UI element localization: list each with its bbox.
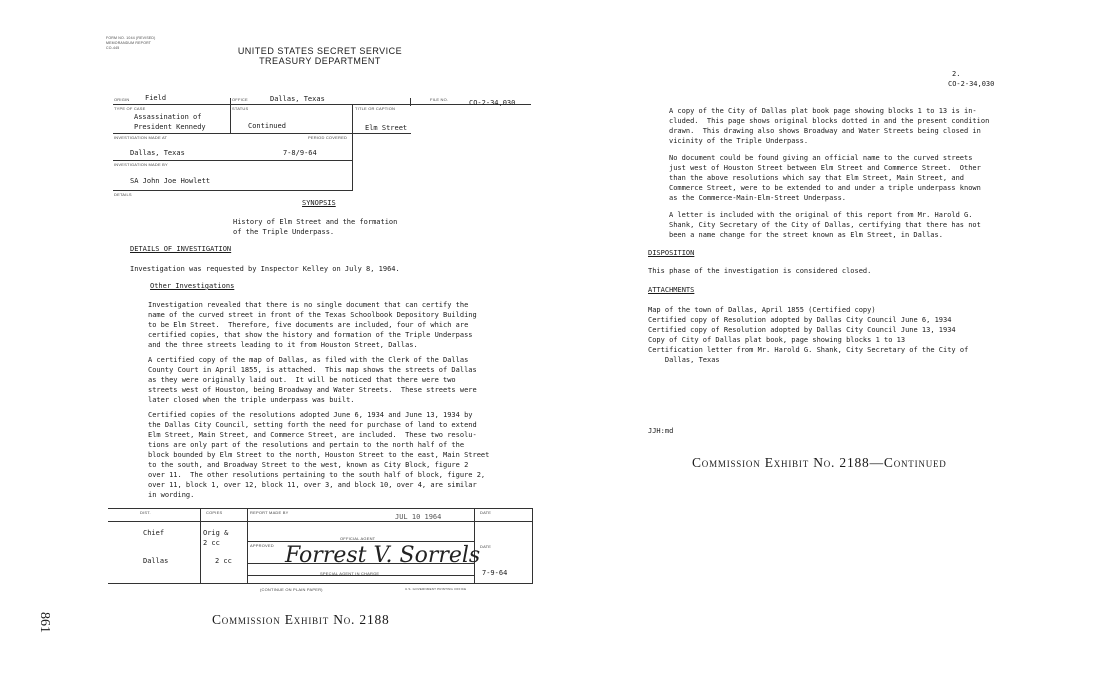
case-label: TYPE OF CASE [114,106,146,111]
details-label: DETAILS [114,192,132,197]
report-made-by-label: REPORT MADE BY [250,510,289,515]
status-value: Continued [248,122,286,130]
row1-dist: Chief [143,529,165,537]
title-value: Elm Street [365,124,408,132]
made-by-value: SA John Joe Howlett [130,177,211,185]
disposition-text: This phase of the investigation is considered closed. [648,267,872,275]
date-label-2: DATE [480,544,492,549]
right-file-no: CO-2-34,030 [948,80,995,88]
details-heading: DETAILS OF INVESTIGATION [130,245,232,253]
right-paragraph-1: A copy of the City of Dallas plat book page showing blocks 1 to 13 is in- cluded. This page shows original blocks dotted in and the present condition drawn. This drawing also shows Broadway and Water Streets being closed in vicinity of the Triple Underpass. [669,107,990,145]
period-label: PERIOD COVERED [308,135,348,140]
made-at-label: INVESTIGATION MADE AT [114,135,168,140]
received-stamp: JUL 10 1964 [395,513,442,521]
approval-signature: Forrest V. Sorrels [285,543,481,568]
dist-label: DIST. [140,510,151,515]
agency-line-2: TREASURY DEPARTMENT [259,56,381,66]
origin-label: ORIGIN [114,97,130,102]
left-paragraph-2: A certified copy of the map of Dallas, as filed with the Clerk of the Dallas County Court in April 1855, is attached. This map shows the streets of Dallas as they were originally laid out. It will be noticed that there were two streets west of Houston, being Broadway and Water Streets. These streets were later closed when the triple underpass was built. [148,356,477,404]
other-investigations-heading: Other Investigations [150,282,235,290]
sac-label: SPECIAL AGENT IN CHARGE [320,571,380,576]
date-value: 7-9-64 [482,569,508,577]
synopsis-text: History of Elm Street and the formation of the Triple Underpass. [233,218,398,236]
agency-line-1: UNITED STATES SECRET SERVICE [237,46,403,56]
right-page-no: 2. [952,70,961,78]
status-label: STATUS [232,106,249,111]
disposition-heading: DISPOSITION [648,249,695,257]
form-code: FORM NO. 1044 (REVISED) MEMORANDUM REPORT CO-445 [106,36,156,50]
file-value: CO-2-34,030 [469,99,516,107]
copies-label: COPIES [206,510,223,515]
right-paragraph-2: No document could be found giving an official name to the curved streets just west of Houston Street between Elm Street and Commerce Street. Other than the above resolutions which say that Elm Street, Main Street, and Commerce Street, were to be extended to and under a triple underpass known as the Commerce-Main-Elm-Street Underpass. [669,154,981,202]
official-agent-label: OFFICIAL AGENT [340,536,376,541]
typist-initials: JJH:md [648,427,674,435]
left-exhibit-caption: Commission Exhibit No. 2188 [212,612,390,627]
gpo-note: U.S. GOVERNMENT PRINTING OFFICE [405,587,467,591]
page-number: 861 [37,612,52,633]
synopsis-heading: SYNOPSIS [302,199,336,207]
period-value: 7-8/9-64 [283,149,317,157]
continue-note: (CONTINUE ON PLAIN PAPER) [260,587,323,592]
attachments-list: Map of the town of Dallas, April 1855 (Certified copy) Certified copy of Resolution adopted by Dallas City Council June 6, 1934 Certified copy of Resolution adopted by Dallas City Council June 13, 1934 Copy of City of Dallas plat book, page showing blocks 1 to 13 Certification letter from Mr. Harold G. Shank, City Secretary of the City of Dallas, Texas [648,306,969,364]
made-at-value: Dallas, Texas [130,149,185,157]
right-exhibit-caption: Commission Exhibit No. 2188—Continued [692,455,947,470]
case-value: Assassination of President Kennedy [134,113,206,131]
row2-dist: Dallas [143,557,169,565]
file-label: FILE NO. [430,97,449,102]
attachments-heading: ATTACHMENTS [648,286,695,294]
office-label: OFFICE [232,97,248,102]
row2-copies: 2 cc [215,557,232,565]
approved-label: APPROVED [250,543,274,548]
row1-copies: Orig & 2 cc [203,529,229,547]
date-label: DATE [480,510,492,515]
origin-value: Field [145,94,167,102]
right-paragraph-3: A letter is included with the original of this report from Mr. Harold G. Shank, City Secretary of the City of Dallas, certifying that there has not been a name change for the street known as Elm Street, in Dallas. [669,211,981,239]
left-paragraph-1: Investigation revealed that there is no single document that can certify the name of the curved street in front of the Texas Schoolbook Depository Building to be Elm Street. Therefore, five documents are included, four of which are certified copies, that show the history and formation of the Triple Underpass and the three streets leading to it from Houston Street, Dallas. [148,301,477,349]
title-label: TITLE OR CAPTION [355,106,396,111]
made-by-label: INVESTIGATION MADE BY [114,162,168,167]
requested-text: Investigation was requested by Inspector Kelley on July 8, 1964. [130,265,400,273]
office-value: Dallas, Texas [270,95,325,103]
left-paragraph-3: Certified copies of the resolutions adopted June 6, 1934 and June 13, 1934 by the Dallas City Council, setting forth the need for purchase of land to extend Elm Street, Main Street, and Commerce Street, are included. These two resolu- tions are only part of the resolutions and pertain to the north half of the block bounded by Elm Street to the north, Houston Street to the east, Main Street to the south, and Broadway Street to the west, known as City Block, figure 2 over 11. The other resolutions pertaining to the south half of block, figure 2, over 11, block 1, over 12, block 11, over 3, and block 10, over 4, are similar in wording. [148,411,490,499]
left-body [148,300,538,500]
right-body [669,106,1089,240]
